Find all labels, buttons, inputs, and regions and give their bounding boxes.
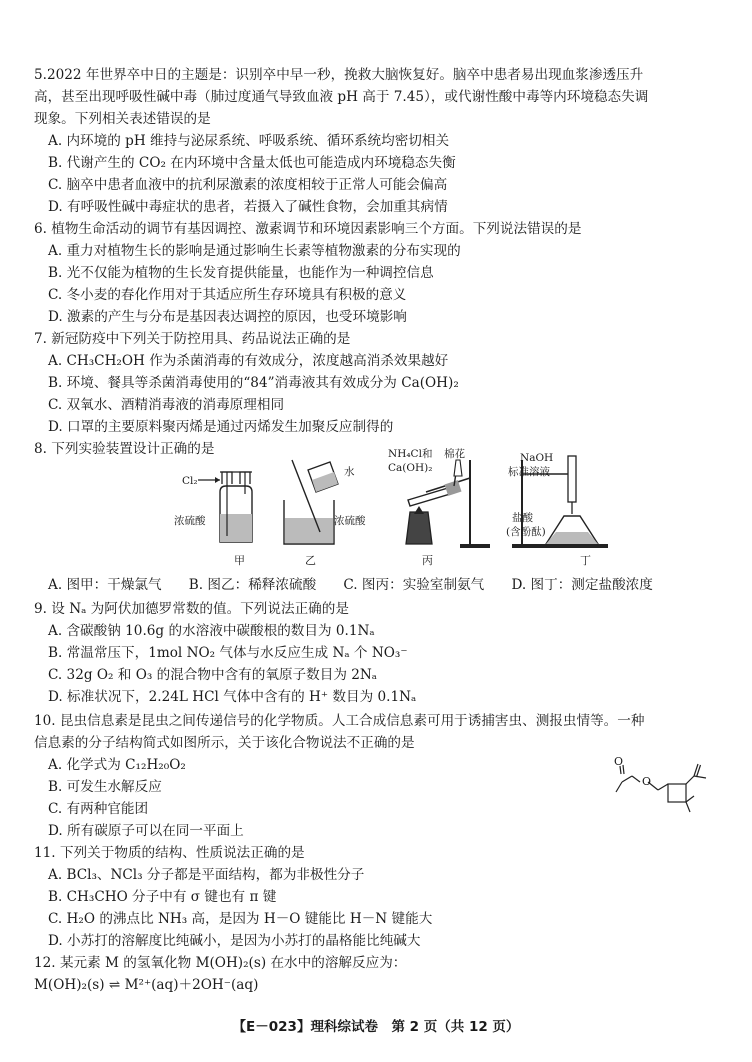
fig-label-h2so4-a: 浓硫酸 — [174, 515, 206, 527]
q6-option-d: D. 激素的产生与分布是基因表达调控的原因，也受环境影响 — [48, 309, 407, 325]
q10-option-a: A. 化学式为 C₁₂H₂₀O₂ — [48, 757, 186, 773]
q8-apparatus-figures — [160, 448, 620, 567]
fig-label-nh4cl: NH₄Cl和 — [388, 448, 433, 460]
fig-label-h2so4-b: 浓硫酸 — [334, 515, 366, 527]
fig-label-standard-solution: 标准溶液 — [508, 466, 550, 478]
q10-option-c: C. 有两种官能团 — [48, 801, 149, 817]
q9-option-a: A. 含碳酸钠 10.6g 的水溶液中碳酸根的数目为 0.1Nₐ — [48, 623, 375, 639]
q5-option-d: D. 有呼吸性碱中毒症状的患者，若摄入了碱性食物，会加重其病情 — [48, 199, 448, 215]
q5-stem-line3: 现象。下列相关表述错误的是 — [34, 111, 211, 127]
q10-option-d: D. 所有碳原子可以在同一平面上 — [48, 823, 244, 839]
page-footer: 【E－023】理科综试卷 第 2 页（共 12 页） — [232, 1019, 520, 1035]
q11-stem: 11. 下列关于物质的结构、性质说法正确的是 — [34, 845, 305, 861]
structure-carbonyl-oxygen: O — [614, 755, 624, 768]
pheromone-structure-figure — [612, 748, 722, 818]
fig-name-d: 丁 — [580, 554, 591, 567]
q5-option-c: C. 脑卒中患者血液中的抗利尿激素的浓度相较于正常人可能会偏高 — [48, 177, 448, 193]
q9-option-d: D. 标准状况下，2.24L HCl 气体中含有的 H⁺ 数目为 0.1Nₐ — [48, 689, 417, 705]
q8-stem: 8. 下列实验装置设计正确的是 — [34, 441, 215, 457]
q6-option-c: C. 冬小麦的春化作用对于其适应所生存环境具有积极的意义 — [48, 287, 407, 303]
fig-label-cl2: Cl₂ — [182, 475, 198, 487]
q9-stem: 9. 设 Nₐ 为阿伏加德罗常数的值。下列说法正确的是 — [34, 601, 349, 617]
q7-option-a: A. CH₃CH₂OH 作为杀菌消毒的有效成分，浓度越高消杀效果越好 — [48, 353, 449, 369]
q5-option-a: A. 内环境的 pH 维持与泌尿系统、呼吸系统、循环系统均密切相关 — [48, 133, 450, 149]
fig-label-phenolphthalein: (含酚酞) — [506, 526, 546, 538]
q9-option-b: B. 常温常压下，1mol NO₂ 气体与水反应生成 Nₐ 个 NO₃⁻ — [48, 645, 408, 661]
structure-ester-oxygen: O — [642, 775, 652, 788]
q11-option-b: B. CH₃CHO 分子中有 σ 键也有 π 键 — [48, 889, 277, 905]
fig-label-naoh: NaOH — [520, 452, 554, 464]
fig-label-hcl: 盐酸 — [512, 512, 533, 524]
q7-option-c: C. 双氧水、酒精消毒液的消毒原理相同 — [48, 397, 285, 413]
fig-name-a: 甲 — [234, 554, 245, 567]
q10-stem-line1: 10. 昆虫信息素是昆虫之间传递信号的化学物质。人工合成信息素可用于诱捕害虫、测报虫情等。一种 — [34, 713, 645, 729]
q7-option-d: D. 口罩的主要原料聚丙烯是通过丙烯发生加聚反应制得的 — [48, 419, 394, 435]
q11-option-c: C. H₂O 的沸点比 NH₃ 高，是因为 H－O 键能比 H－N 键能大 — [48, 911, 433, 927]
q10-option-b: B. 可发生水解反应 — [48, 779, 162, 795]
q10-stem-line2: 信息素的分子结构简式如图所示，关于该化合物说法不正确的是 — [34, 735, 415, 751]
q11-option-a: A. BCl₃、NCl₃ 分子都是平面结构，都为非极性分子 — [48, 867, 365, 883]
q7-stem: 7. 新冠防疫中下列关于防控用具、药品说法正确的是 — [34, 331, 351, 347]
fig-name-b: 乙 — [305, 554, 316, 567]
q8-options: A. 图甲：干燥氯气 B. 图乙：稀释浓硫酸 C. 图丙：实验室制氨气 D. 图丁：测定盐酸浓度 — [48, 577, 653, 593]
fig-label-caoh2: Ca(OH)₂ — [388, 462, 433, 474]
q7-option-b: B. 环境、餐具等杀菌消毒使用的“84”消毒液其有效成分为 Ca(OH)₂ — [48, 375, 459, 391]
q5-option-b: B. 代谢产生的 CO₂ 在内环境中含量太低也可能造成内环境稳态失衡 — [48, 155, 456, 171]
q6-stem: 6. 植物生命活动的调节有基因调控、激素调节和环境因素影响三个方面。下列说法错误的是 — [34, 221, 582, 237]
q12-equation: M(OH)₂(s) ⇌ M²⁺(aq)＋2OH⁻(aq) — [34, 977, 259, 993]
fig-label-water: 水 — [344, 466, 355, 478]
q6-option-a: A. 重力对植物生长的影响是通过影响生长素等植物激素的分布实现的 — [48, 243, 461, 259]
q9-option-c: C. 32g O₂ 和 O₃ 的混合物中含有的氧原子数目为 2Nₐ — [48, 667, 378, 683]
q11-option-d: D. 小苏打的溶解度比纯碱小，是因为小苏打的晶格能比纯碱大 — [48, 933, 421, 949]
q12-stem: 12. 某元素 M 的氢氧化物 M(OH)₂(s) 在水中的溶解反应为： — [34, 955, 407, 971]
q5-stem-line1: 5.2022 年世界卒中日的主题是：识别卒中早一秒，挽救大脑恢复好。脑卒中患者易出现血浆渗透压升 — [34, 67, 644, 83]
fig-name-c: 丙 — [422, 554, 433, 567]
q5-stem-line2: 高，甚至出现呼吸性碱中毒（肺过度通气导致血液 pH 高于 7.45），或代谢性酸中毒等内环境稳态失调 — [34, 89, 649, 105]
q6-option-b: B. 光不仅能为植物的生长发育提供能量，也能作为一种调控信息 — [48, 265, 434, 281]
fig-label-cotton: 棉花 — [444, 448, 465, 460]
gas-washing-bottle-figure — [160, 452, 265, 552]
